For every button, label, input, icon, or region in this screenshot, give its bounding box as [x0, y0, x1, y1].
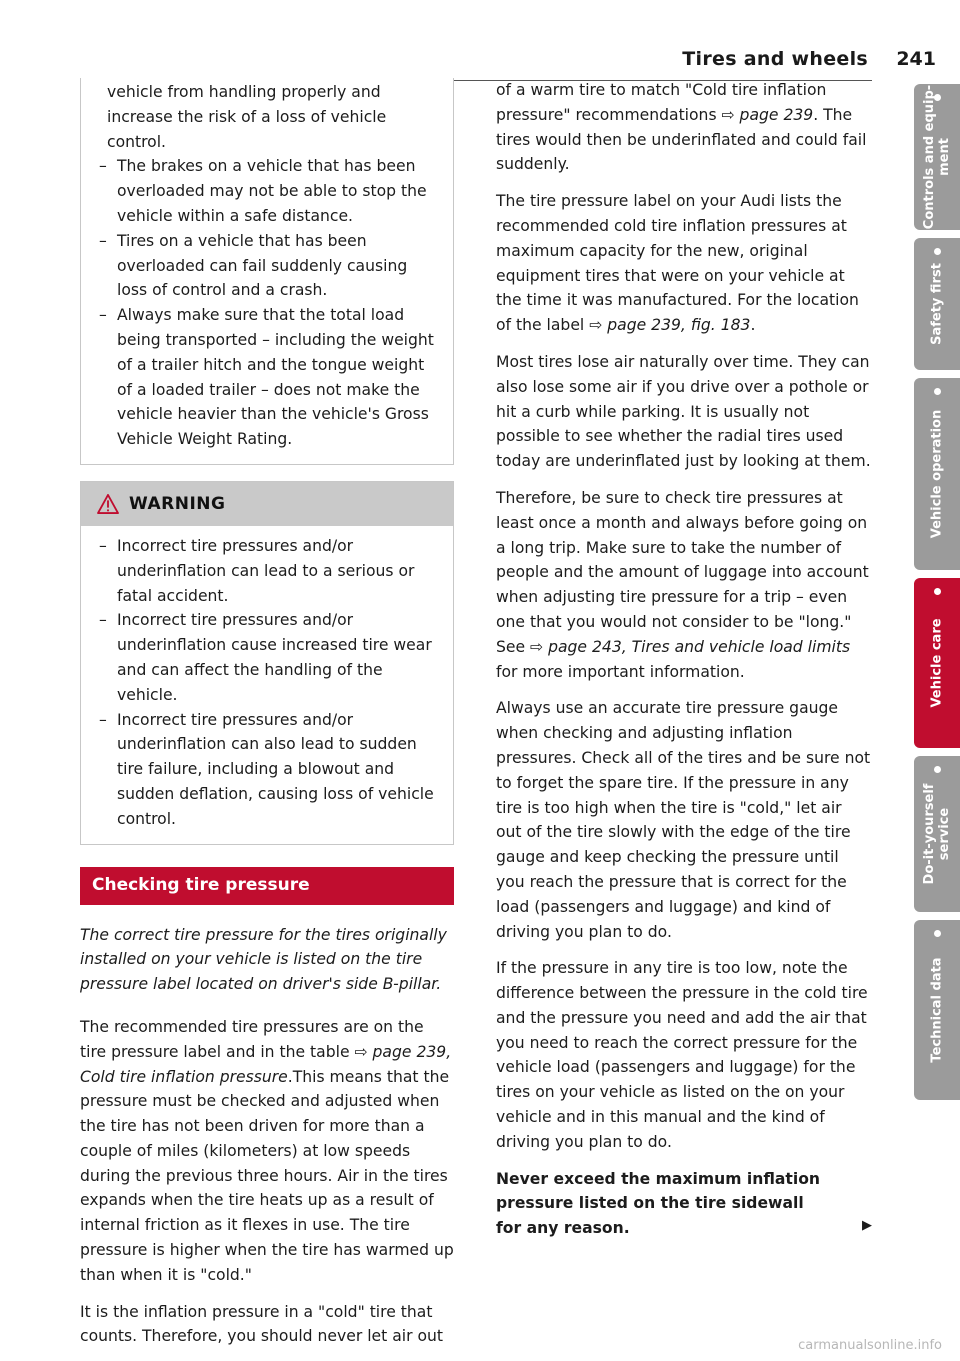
tab-label: Controls and equip- ment — [922, 84, 952, 230]
tab-vehicle-care[interactable] — [914, 578, 960, 748]
text-run: . — [750, 316, 756, 335]
paragraph — [496, 78, 872, 177]
tab-controls-and-equipment[interactable] — [914, 84, 960, 230]
bold-notice-text: Never exceed the maximum inflation pressure listed on the tire sidewall for any reason. — [496, 1169, 821, 1238]
tab-safety-first[interactable] — [914, 238, 960, 370]
box-bullet: – Tires on a vehicle that has been overloaded can fail suddenly causing loss of control and a crash. — [99, 229, 435, 303]
tab-label: Vehicle operation — [929, 409, 945, 539]
text-run: . The tires would then be underinflated and could fail suddenly. — [496, 105, 867, 174]
cross-reference-link[interactable]: ⇨ page 239, fig. 183 — [589, 316, 751, 335]
tab-technical-data[interactable] — [914, 920, 960, 1100]
tab-marker-icon — [934, 388, 941, 395]
warning-box — [80, 481, 454, 845]
watermark: carmanualsonline.info — [798, 1338, 942, 1353]
warning-triangle-icon — [97, 494, 119, 514]
box-bullet: – The brakes on a vehicle that has been overloaded may not be able to stop the vehicle within a safe distance. — [99, 154, 435, 228]
warning-header — [81, 482, 453, 526]
tab-do-it-yourself-service[interactable] — [914, 756, 960, 912]
cross-reference-link[interactable]: ⇨ page 239 — [721, 105, 814, 124]
text-run: The recommended tire pressures are on the tire pressure label and in the table — [80, 1017, 424, 1061]
paragraph — [80, 1015, 454, 1288]
left-column — [80, 78, 454, 1361]
tab-label: Vehicle care — [929, 618, 945, 708]
tab-vehicle-operation[interactable] — [914, 378, 960, 570]
continue-arrow-icon: ▶ — [862, 1218, 872, 1234]
text-run: .This means that the pressure must be checked and adjusted when the tire has not been driven for more than a couple of miles (kilometers) at low speeds during the previous three hours. Air in the tires expands when the tire heats up as a result of internal friction as it flexes in use. The tire pressure is higher when the tire has warmed up than when it is "cold." — [80, 1067, 454, 1284]
warning-bullet: – Incorrect tire pressures and/or underinflation can lead to a serious or fatal accident. — [99, 534, 435, 608]
section-heading: Checking tire pressure — [80, 867, 454, 905]
text-run: for more important information. — [496, 662, 745, 681]
paragraph — [496, 486, 872, 684]
warning-bullet: – Incorrect tire pressures and/or underinflation cause increased tire wear and can affect the handling of the vehicle. — [99, 608, 435, 707]
bold-notice — [496, 1167, 872, 1241]
tab-marker-icon — [934, 588, 941, 595]
chapter-tab-strip — [914, 0, 960, 1361]
text-run: of a warm tire to match "Cold tire inflation pressure" recommendations — [496, 81, 827, 124]
tab-marker-icon — [934, 248, 941, 255]
box-bullet-list — [99, 154, 435, 452]
section-intro: The correct tire pressure for the tires originally installed on your vehicle is listed on the tire pressure label located on driver's side B-pillar. — [80, 925, 447, 994]
tab-marker-icon — [934, 766, 941, 773]
warning-title: WARNING — [129, 493, 226, 514]
page-number: 241 — [896, 48, 936, 70]
tab-label: Technical data — [929, 957, 945, 1063]
paragraph: Always use an accurate tire pressure gauge when checking and adjusting inflation pressures. Check all of the tires and be sure not to forget the spare tire. If the pressure in any tire is too high when the tire is "cold," let air out of the tire slowly with the edge of the tire gauge and keep checking the pressure until you reach the pressure that is correct for the load (passengers and luggage) and kind of driving you plan to do. — [496, 699, 871, 941]
cross-reference-link[interactable]: ⇨ page 243, Tires and vehicle load limits — [530, 637, 851, 656]
cross-reference-link[interactable]: ⇨ page 239, Cold tire inflation pressure — [80, 1042, 452, 1086]
paragraph: Most tires lose air naturally over time. They can also lose some air if you drive over a pothole or hit a curb while parking. It is usually not possible to see whether the radial tires used today are underinflated just by looking at them. — [496, 352, 871, 471]
text-run: The tire pressure label on your Audi lists the recommended cold tire inflation pressures at maximum capacity for the new, original equipment tires that were on your vehicle at the time it was manufactured. For the location of the label — [496, 192, 859, 335]
warning-bullet-list — [99, 534, 435, 832]
box-bullet: – Always make sure that the total load being transported – including the weight of a trailer hitch and the tongue weight of a loaded trailer – does not make the vehicle heavier than the vehicle's Gross Vehicle Weight Rating. — [99, 303, 435, 452]
tab-label: Do-it-yourself service — [922, 783, 952, 885]
page-header — [80, 0, 960, 84]
tab-label: Safety first — [929, 263, 945, 345]
warning-bullet: – Incorrect tire pressures and/or underinflation can also lead to sudden tire failure, including a blowout and sudden deflation, causing loss of vehicle control. — [99, 708, 435, 832]
paragraph: It is the inflation pressure in a "cold" tire that counts. Therefore, you should never let air out — [80, 1302, 443, 1346]
paragraph: If the pressure in any tire is too low, note the difference between the pressure in the cold tire and the pressure you need and add the air that you need to reach the correct pressure for the vehicle load (passengers and luggage) for the tires on your vehicle as listed on the on your vehicle and in this manual and the kind of driving you plan to do. — [496, 959, 868, 1151]
box-lead-text: vehicle from handling properly and increase the risk of a loss of vehicle control. — [107, 83, 387, 151]
right-column — [496, 78, 872, 1253]
paragraph — [496, 189, 872, 338]
tab-marker-icon — [934, 930, 941, 937]
continued-warning-box — [80, 78, 454, 465]
text-run: Therefore, be sure to check tire pressures at least once a month and always before going on a long trip. Make sure to take the number of people and the amount of luggage into account when adjusting tire pressure for a trip – even one that you would not consider to be "long." See — [496, 488, 869, 656]
chapter-title: Tires and wheels — [682, 48, 868, 70]
warning-body — [81, 526, 453, 844]
